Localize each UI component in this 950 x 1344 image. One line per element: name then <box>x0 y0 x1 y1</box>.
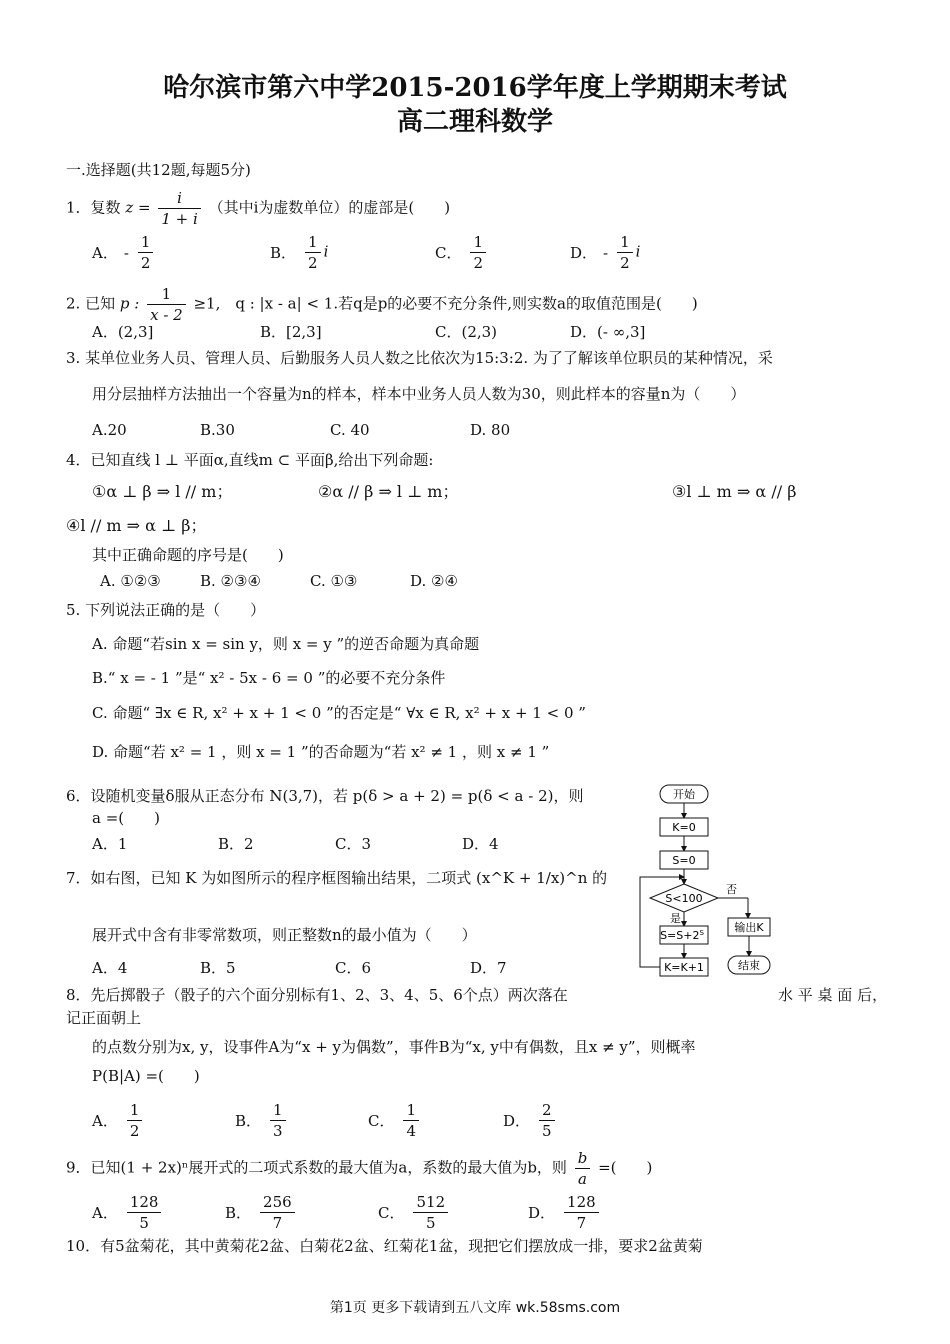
q2-option-b[interactable]: B．[2,3] <box>260 323 322 341</box>
question-8-line-1-end: 水 平 桌 面 后， <box>778 986 888 1004</box>
section-heading: 一.选择题(共12题,每题5分) <box>66 161 251 179</box>
q3-option-c[interactable]: C. 40 <box>330 421 370 439</box>
flow-end-label: 结束 <box>738 959 760 972</box>
q8-option-d[interactable]: D． $\frac{2}{5}$ <box>503 1100 558 1141</box>
q9-fraction: $\frac{b}{a}$ <box>575 1148 591 1189</box>
q4-option-b[interactable]: B. ②③④ <box>200 572 261 590</box>
flow-update-label: $S=S+2^S$ <box>660 929 704 942</box>
q1-fraction: $\frac{i}{1 + i}$ <box>158 188 200 229</box>
question-8-line-1-wrap: 记正面朝上 <box>66 1009 142 1027</box>
question-2: 2. 已知 p : $\frac{1}{x - 2}$ ≥1, q : |x - a| < 1.若q是p的必要不充分条件,则实数a的取值范围是( ) <box>66 285 698 324</box>
q4-claim-3: ③l ⊥ m ⇒ α // β <box>672 482 797 501</box>
exam-title: 哈尔滨市第六中学2015-2016学年度上学期期末考试 <box>163 73 787 103</box>
q4-claim-1: ①α ⊥ β ⇒ l // m； <box>92 482 233 501</box>
q8-option-a[interactable]: A． $\frac{1}{2}$ <box>92 1100 145 1141</box>
q1-option-b[interactable]: B． $\frac{1}{2}$ i <box>270 233 329 272</box>
q9-option-a[interactable]: A． $\frac{128}{5}$ <box>92 1192 164 1233</box>
program-flowchart <box>630 780 800 990</box>
flow-yes-label: 是 <box>670 912 681 925</box>
question-10: 10．有5盆菊花，其中黄菊花2盆、白菊花2盆、红菊花1盆，现把它们摆放成一排，要求2盆黄菊 <box>66 1237 703 1255</box>
question-6-line-2: a =( ) <box>92 809 160 827</box>
q4-ask: 其中正确命题的序号是( ) <box>92 546 284 564</box>
page-footer: 第1页 更多下载请到五八文库 wk.58sms.com <box>329 1300 621 1316</box>
q8-option-b[interactable]: B． $\frac{1}{3}$ <box>235 1100 289 1141</box>
flow-start-label: 开始 <box>673 788 695 801</box>
q4-option-a[interactable]: A. ①②③ <box>100 572 161 590</box>
q9-option-b[interactable]: B． $\frac{256}{7}$ <box>225 1192 298 1233</box>
q7-option-d[interactable]: D．7 <box>470 959 507 977</box>
question-4: 4．已知直线 l ⊥ 平面α,直线m ⊂ 平面β,给出下列命题: <box>66 451 434 469</box>
q4-claim-4: ④l // m ⇒ α ⊥ β； <box>66 516 207 535</box>
q3-option-d[interactable]: D. 80 <box>470 421 511 439</box>
question-5: 5. 下列说法正确的是（ ） <box>66 601 266 619</box>
q6-option-a[interactable]: A．1 <box>92 835 128 853</box>
question-9: 9．已知(1 + 2x)ⁿ展开式的二项式系数的最大值为a，系数的最大值为b，则 $\frac{b}{a}$ =( ) <box>66 1149 653 1188</box>
question-8-line-3: P(B|A) =( ) <box>92 1067 200 1085</box>
q3-option-a[interactable]: A.20 <box>92 421 127 439</box>
question-6-line-1: 6．设随机变量δ服从正态分布 N(3,7)，若 p(δ > a + 2) = p(δ < a - 2)，则 <box>66 787 584 805</box>
q4-option-d[interactable]: D. ②④ <box>410 572 458 590</box>
q1-option-a[interactable]: A． - $\frac{1}{2}$ <box>92 232 156 273</box>
q2-option-c[interactable]: C．(2,3) <box>435 323 498 341</box>
question-3-line-1: 3. 某单位业务人员、管理人员、后勤服务人员人数之比依次为15:3:2. 为了了解该单位职员的某种情况，采 <box>66 349 773 367</box>
q6-option-d[interactable]: D．4 <box>462 835 499 853</box>
flow-k-init-label: K=0 <box>672 821 696 834</box>
q2-fraction: $\frac{1}{x - 2}$ <box>147 284 186 325</box>
question-7-line-2: 展开式中含有非零常数项，则正整数n的最小值为（ ） <box>92 926 477 944</box>
q5-option-b[interactable]: B.“ x = - 1 ”是“ x² - 5x - 6 = 0 ”的必要不充分条件 <box>92 669 446 687</box>
question-1: 1．复数 z = $\frac{i}{1 + i}$ （其中i为虚数单位）的虚部是( ) <box>66 189 451 228</box>
q8-option-c[interactable]: C． $\frac{1}{4}$ <box>368 1100 422 1141</box>
q5-option-a[interactable]: A. 命题“若sin x = sin y，则 x = y ”的逆否命题为真命题 <box>92 635 480 653</box>
q7-option-c[interactable]: C．6 <box>335 959 372 977</box>
q7-option-a[interactable]: A．4 <box>92 959 128 977</box>
q2-option-a[interactable]: A．(2,3] <box>92 323 154 341</box>
q5-option-c[interactable]: C. 命题“ ∃x ∈ R, x² + x + 1 < 0 ”的否定是“ ∀x ∈ R, x² + x + 1 < 0 ” <box>92 704 586 722</box>
question-3-line-2: 用分层抽样方法抽出一个容量为n的样本，样本中业务人员人数为30，则此样本的容量n为（ ） <box>92 385 746 403</box>
q4-claim-2: ②α // β ⇒ l ⊥ m； <box>318 482 459 501</box>
q6-option-b[interactable]: B．2 <box>218 835 254 853</box>
question-7-line-1: 7．如右图，已知 K 为如图所示的程序框图输出结果，二项式 (x^K + 1/x)^n 的 <box>66 869 608 887</box>
flow-s-init-label: S=0 <box>672 854 696 867</box>
q9-option-d[interactable]: D． $\frac{128}{7}$ <box>528 1192 602 1233</box>
q7-option-b[interactable]: B．5 <box>200 959 236 977</box>
flow-no-label: 否 <box>726 883 737 896</box>
q4-option-c[interactable]: C. ①③ <box>310 572 358 590</box>
q3-option-b[interactable]: B.30 <box>200 421 235 439</box>
exam-subtitle: 高二理科数学 <box>396 107 553 137</box>
flow-output-label: 输出K <box>734 921 764 934</box>
question-8-line-1: 8．先后掷骰子（骰子的六个面分别标有1、2、3、4、5、6个点）两次落在 <box>66 986 568 1004</box>
q2-option-d[interactable]: D．(- ∞,3] <box>570 323 646 341</box>
q9-option-c[interactable]: C． $\frac{512}{5}$ <box>378 1192 451 1233</box>
q6-option-c[interactable]: C．3 <box>335 835 372 853</box>
q5-option-d[interactable]: D. 命题“若 x² = 1 ，则 x = 1 ”的否命题为“若 x² ≠ 1 ，则 x ≠ 1 ” <box>92 743 550 761</box>
flow-increment-label: K=K+1 <box>664 961 704 974</box>
q1-option-c[interactable]: C． $\frac{1}{2}$ <box>435 232 489 273</box>
question-8-line-2: 的点数分别为x, y，设事件A为“x + y为偶数”，事件B为“x, y中有偶数，且x ≠ y”，则概率 <box>92 1038 696 1056</box>
q1-option-d[interactable]: D． - $\frac{1}{2}$ i <box>570 233 641 272</box>
flow-condition-label: S<100 <box>665 892 703 905</box>
